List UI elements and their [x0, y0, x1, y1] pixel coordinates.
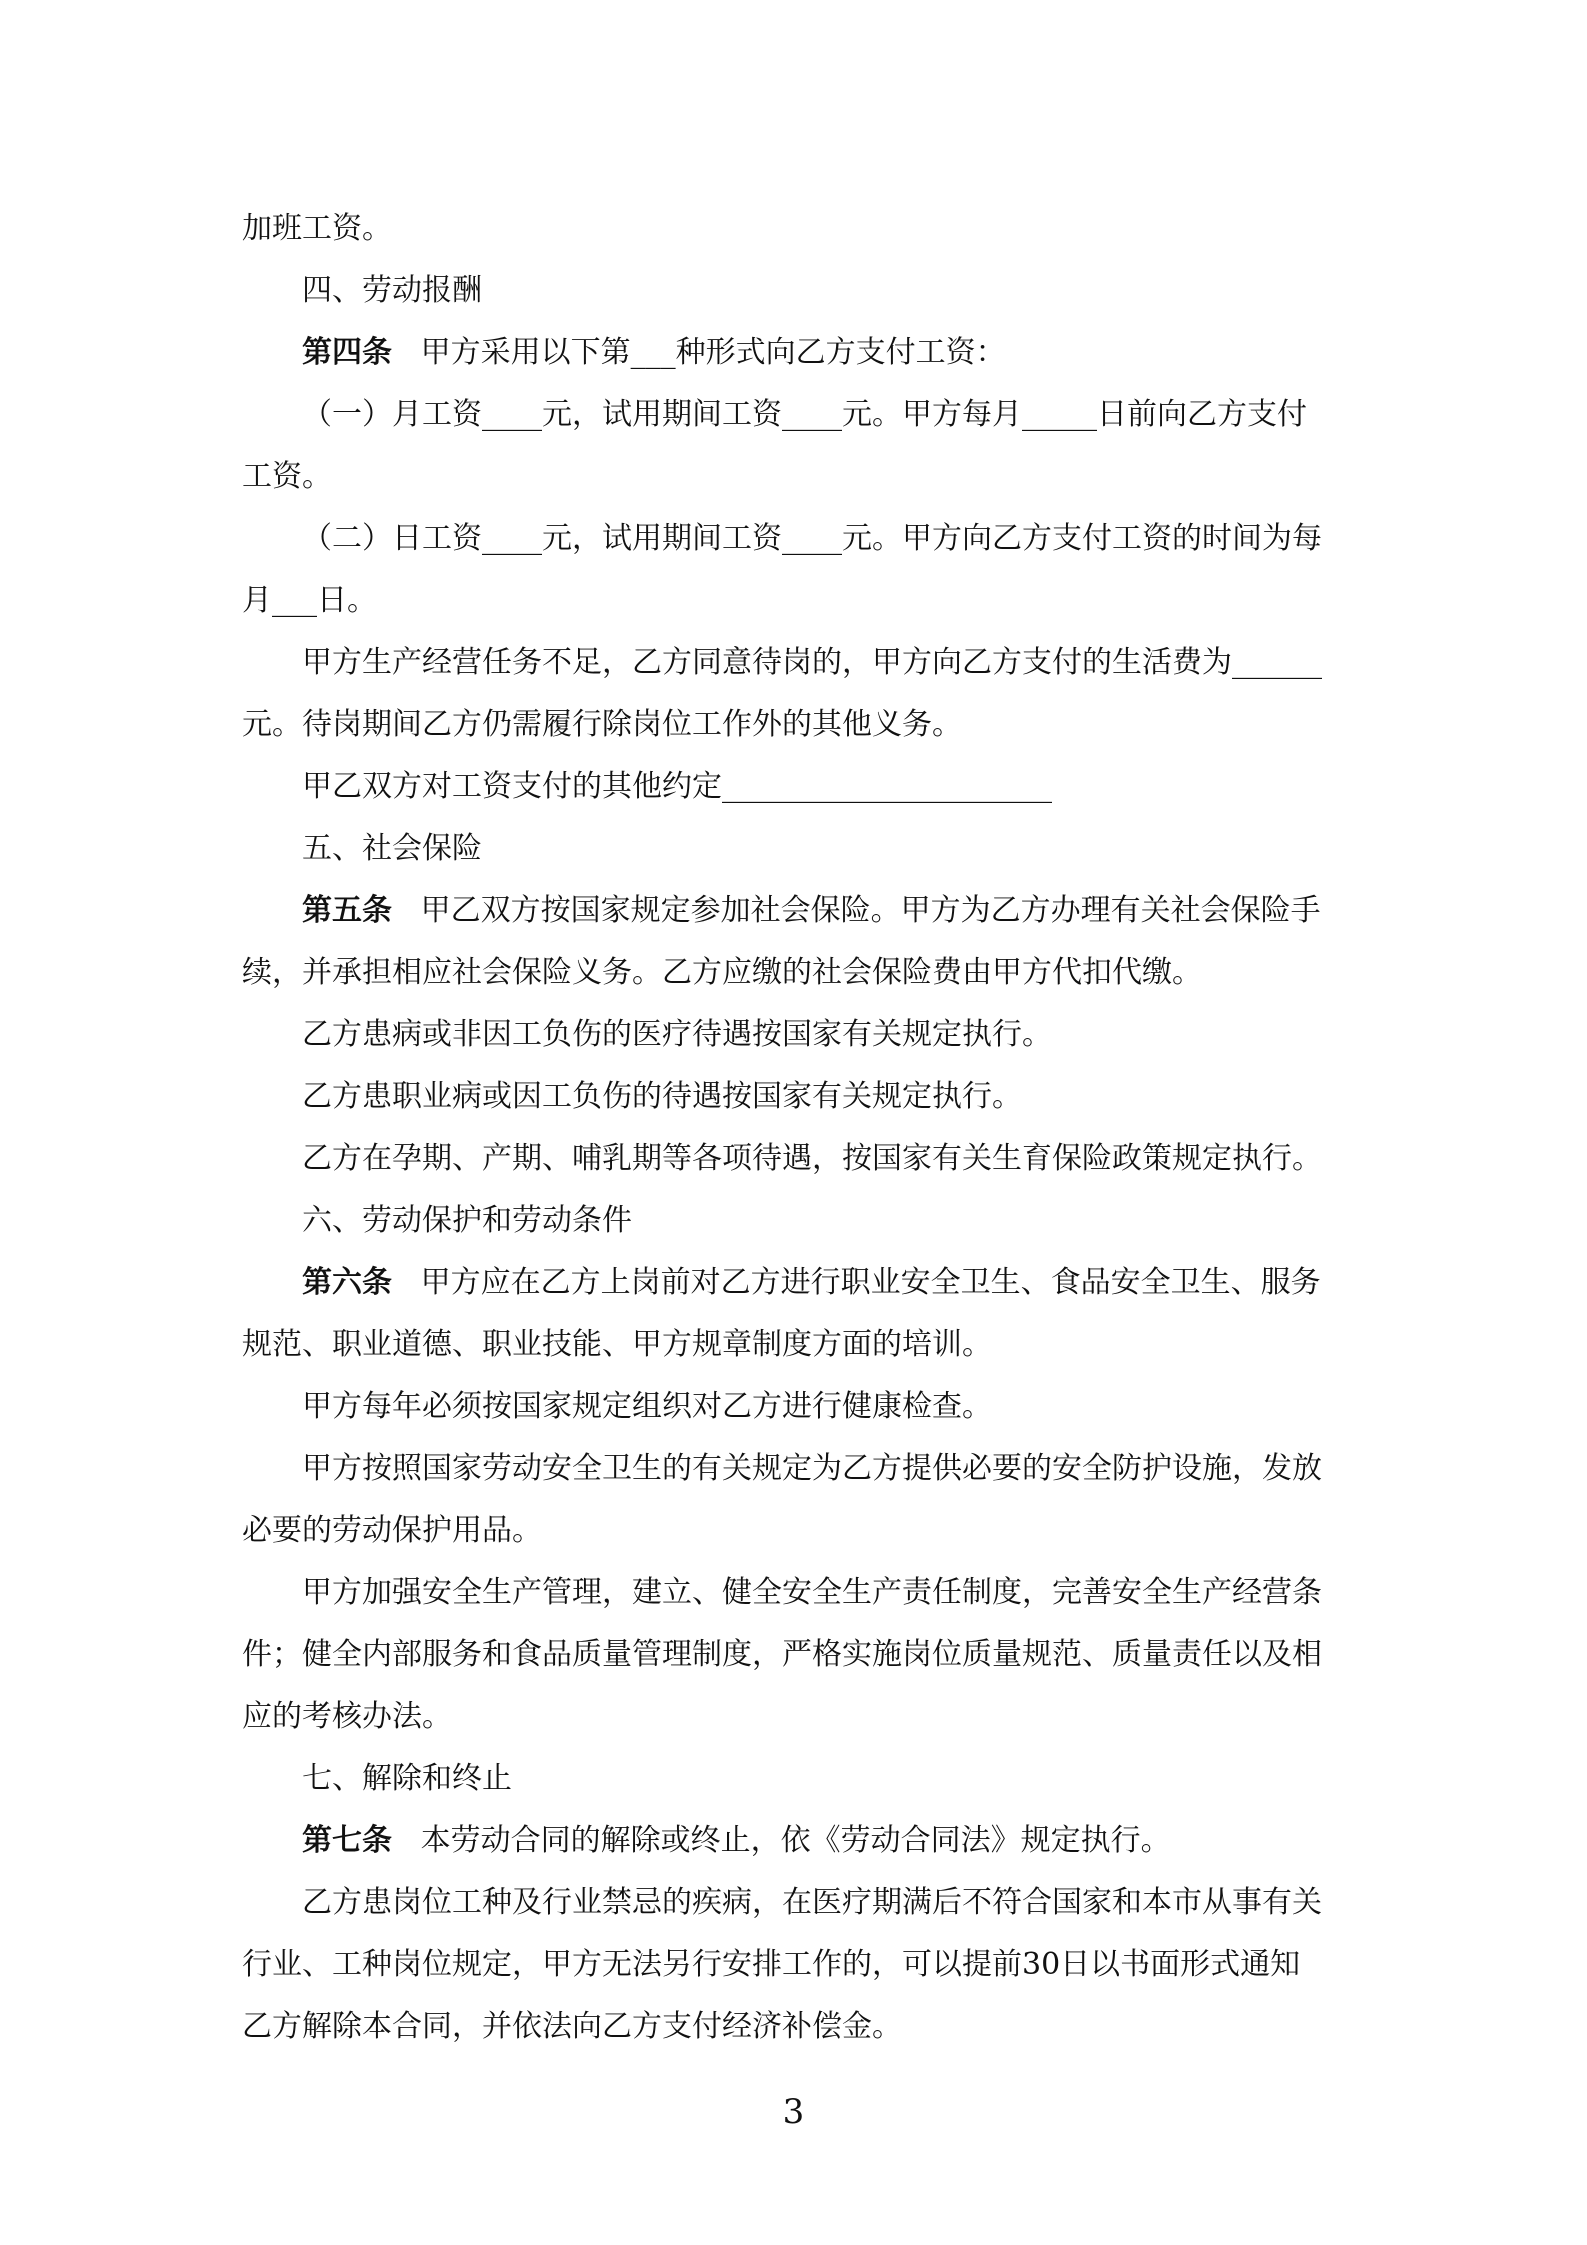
article-5	[242, 880, 1332, 942]
paragraph-line: 甲方生产经营任务不足，乙方同意待岗的，甲方向乙方支付的生活费为______	[302, 645, 1322, 680]
paragraph-line: 甲乙双方对工资支付的其他约定______________________	[302, 769, 1052, 804]
contract-body	[242, 198, 1332, 2058]
paragraph-line: 行业、工种岗位规定，甲方无法另行安排工作的，可以提前30日以书面形式通知	[242, 1947, 1301, 1982]
article-4-label: 第四条	[302, 335, 392, 370]
paragraph-line: （二）日工资____元，试用期间工资____元。甲方向乙方支付工资的时间为每	[302, 521, 1322, 556]
page-number: 3	[782, 2092, 805, 2132]
article-6	[242, 1252, 1332, 1314]
paragraph-line: 工资。	[242, 459, 332, 494]
paragraph-line: 甲方按照国家劳动安全卫生的有关规定为乙方提供必要的安全防护设施，发放	[302, 1451, 1322, 1486]
article-6-text: 甲方应在乙方上岗前对乙方进行职业安全卫生、食品安全卫生、服务	[392, 1265, 1321, 1300]
paragraph-line: 加班工资。	[242, 211, 392, 246]
article-5-label: 第五条	[302, 893, 392, 928]
paragraph-line: 规范、职业道德、职业技能、甲方规章制度方面的培训。	[242, 1327, 992, 1362]
section-heading-labor-protection: 六、劳动保护和劳动条件	[302, 1203, 632, 1238]
article-7	[242, 1810, 1332, 1872]
paragraph-line: 乙方患病或非因工负伤的医疗待遇按国家有关规定执行。	[302, 1017, 1052, 1052]
paragraph-line: 必要的劳动保护用品。	[242, 1513, 542, 1548]
paragraph-line: 应的考核办法。	[242, 1699, 452, 1734]
article-4-text: 甲方采用以下第___种形式向乙方支付工资：	[392, 335, 1006, 370]
article-7-label: 第七条	[302, 1823, 392, 1858]
paragraph-line: 续，并承担相应社会保险义务。乙方应缴的社会保险费由甲方代扣代缴。	[242, 955, 1202, 990]
paragraph-line: 甲方加强安全生产管理，建立、健全安全生产责任制度，完善安全生产经营条	[302, 1575, 1322, 1610]
article-5-text: 甲乙双方按国家规定参加社会保险。甲方为乙方办理有关社会保险手	[392, 893, 1321, 928]
article-7-text: 本劳动合同的解除或终止，依《劳动合同法》规定执行。	[392, 1823, 1171, 1858]
paragraph-line: 件；健全内部服务和食品质量管理制度，严格实施岗位质量规范、质量责任以及相	[242, 1637, 1322, 1672]
paragraph-line: 元。待岗期间乙方仍需履行除岗位工作外的其他义务。	[242, 707, 962, 742]
paragraph-line: 乙方患岗位工种及行业禁忌的疾病，在医疗期满后不符合国家和本市从事有关	[302, 1885, 1322, 1920]
section-heading-termination: 七、解除和终止	[302, 1761, 512, 1796]
paragraph-line: 乙方患职业病或因工负伤的待遇按国家有关规定执行。	[302, 1079, 1022, 1114]
paragraph-line: 乙方在孕期、产期、哺乳期等各项待遇，按国家有关生育保险政策规定执行。	[302, 1141, 1322, 1176]
section-heading-remuneration: 四、劳动报酬	[302, 273, 482, 308]
section-heading-social-insurance: 五、社会保险	[302, 831, 482, 866]
paragraph-line: 月___日。	[242, 583, 377, 618]
paragraph-line: 甲方每年必须按国家规定组织对乙方进行健康检查。	[302, 1389, 992, 1424]
article-4	[242, 322, 1332, 384]
article-6-label: 第六条	[302, 1265, 392, 1300]
paragraph-line: 乙方解除本合同，并依法向乙方支付经济补偿金。	[242, 2009, 902, 2044]
paragraph-line: （一）月工资____元，试用期间工资____元。甲方每月_____日前向乙方支付	[302, 397, 1307, 432]
